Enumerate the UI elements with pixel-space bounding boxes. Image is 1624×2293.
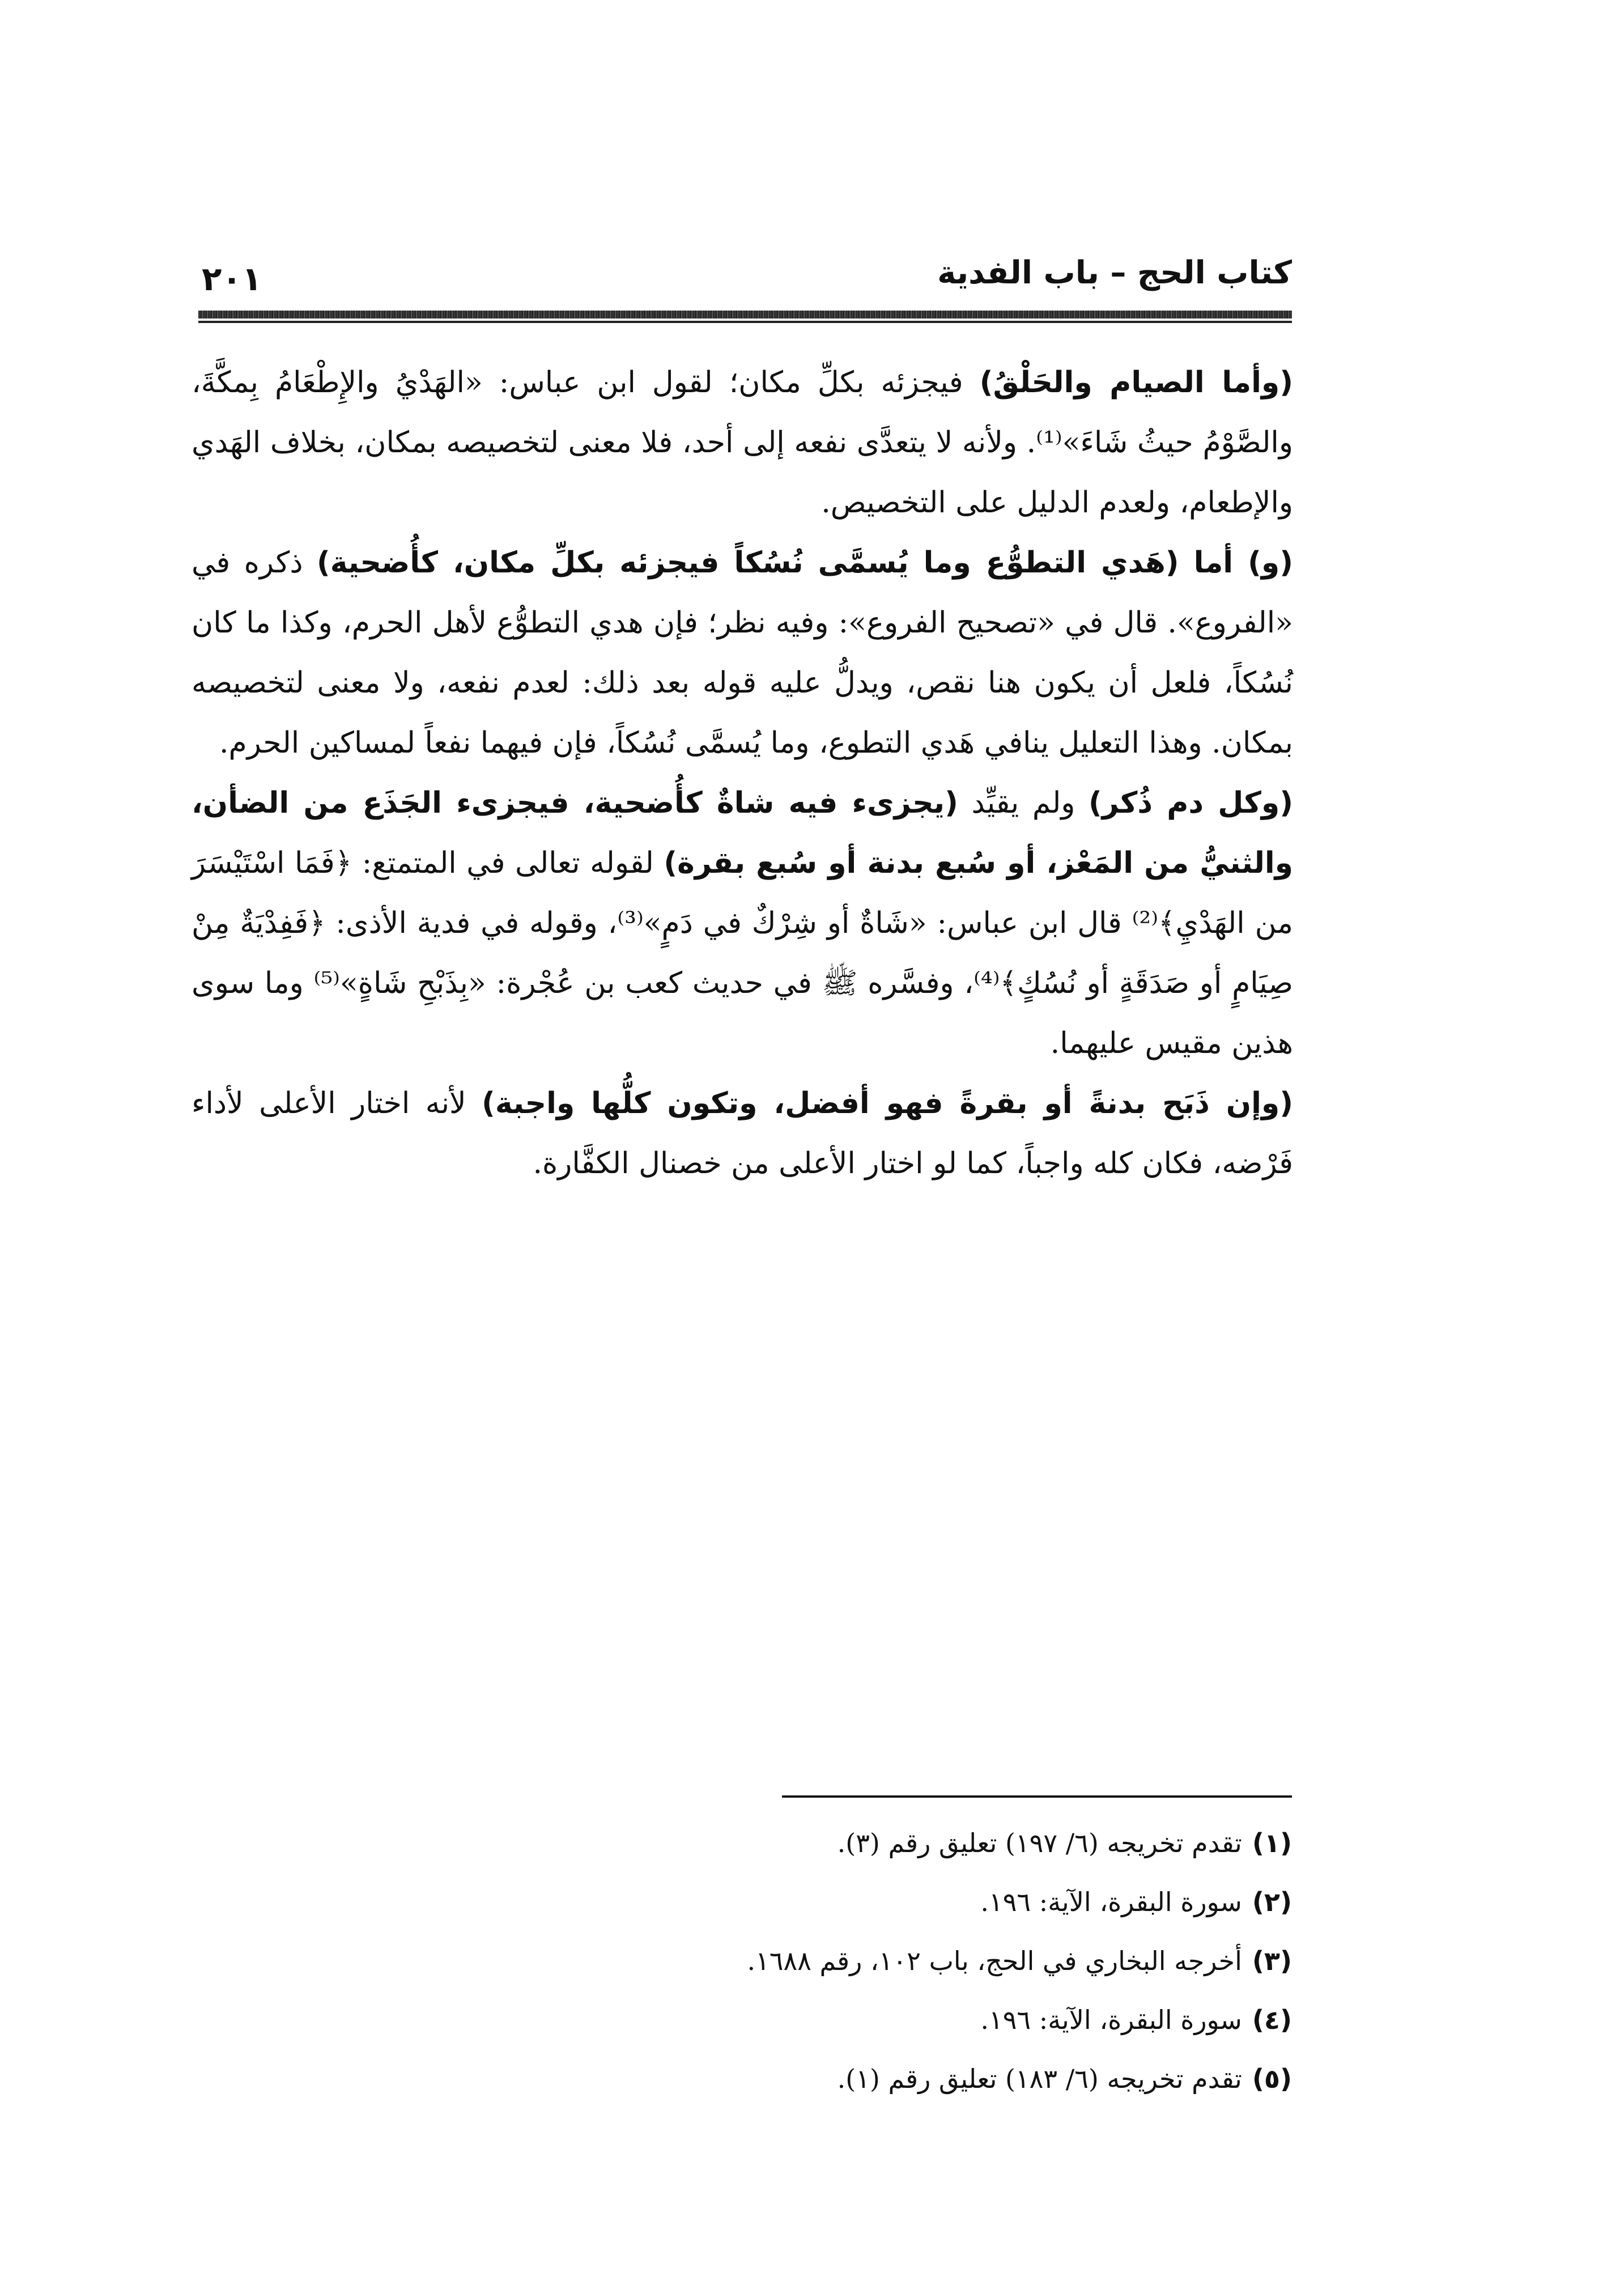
footnote-item: [442, 1872, 1292, 1931]
footnote-text: تقدم تخريجه (٦/ ١٨٣) تعليق رقم (١).: [837, 2063, 1242, 2094]
footnote-text: سورة البقرة، الآية: ١٩٦.: [980, 1887, 1242, 1917]
footnote-number: (٥): [1252, 2063, 1292, 2094]
paragraph-4: [192, 1073, 1293, 1194]
footnotes: [442, 1814, 1292, 2108]
footnote-number: (٤): [1252, 2005, 1292, 2035]
page-number: ٢٠١: [202, 260, 262, 298]
footnote-number: (٢): [1252, 1887, 1292, 1917]
matn-phrase: (وكل دم ذُكر): [1089, 786, 1293, 820]
commentary-text: ذكره في «الفروع». قال في «تصحيح الفروع»: وفيه نظر؛ فإن هدي التطوُّع لأهل الحرم، وكذا ما كان نُسُكاً، فلعل أن يكون هنا نقص، ويدلُّ عليه قوله بعد ذلك: لعدم نفعه، ولا معنى لتخصيصه بمكان. وهذا التعليل ينافي هَدي التطوع، وما يُسمَّى نُسُكاً، فإن فيهما نفعاً لمساكين الحرم.: [192, 546, 1293, 760]
footnote-number: (١): [1252, 1828, 1292, 1858]
footnote-separator: [782, 1795, 1292, 1798]
footnote-text: تقدم تخريجه (٦/ ١٩٧) تعليق رقم (٣).: [837, 1828, 1242, 1858]
footnote-item: [442, 1990, 1292, 2049]
matn-phrase: (وإن ذَبَح بدنةً أو بقرةً فهو أفضل، وتكون كلُّها واجبة): [482, 1086, 1294, 1120]
matn-phrase: (وأما الصيام والحَلْقُ): [979, 366, 1293, 400]
footnote-item: [442, 2049, 1292, 2108]
footnote-text: سورة البقرة، الآية: ١٩٦.: [980, 2005, 1242, 2035]
footnote-item: [442, 1814, 1292, 1872]
running-title: كتاب الحج – باب الفدية: [937, 254, 1292, 291]
matn-phrase: (يجزىء فيه شاةٌ كأُضحية، فيجزىء الجَذَع من الضأن، والثنيُّ من المَعْز، أو سُبع بدنة أو سُبع بقرة): [192, 786, 1293, 880]
header-rule-thin: [198, 321, 1292, 323]
footnote-number: (٣): [1252, 1946, 1292, 1976]
footnote-text: أخرجه البخاري في الحج، باب ١٠٢، رقم ١٦٨٨.: [747, 1946, 1242, 1976]
running-header: [198, 244, 1292, 306]
paragraph-3: [192, 773, 1293, 1073]
commentary-text: فيجزئه بكلِّ مكان؛ لقول ابن عباس: «الهَدْيُ والإِطْعَامُ بِمكَّةَ، والصَّوْمُ حيثُ شَاءَ»⁽¹⁾. ولأنه لا يتعدَّى نفعه إلى أحد، فلا معنى لتخصيصه بمكان، بخلاف الهَدي والإطعام، ولعدم الدليل على التخصيص.: [192, 366, 1293, 520]
footnote-item: [442, 1931, 1292, 1990]
commentary-text: ولم يقيِّد: [958, 786, 1089, 820]
commentary-text: لقوله تعالى في المتمتع: ﴿فَمَا اسْتَيْسَرَ من الهَدْيِ﴾⁽²⁾ قال ابن عباس: «شَاةٌ أو شِرْكٌ في دَمٍ»⁽³⁾، وقوله في فدية الأذى: ﴿فَفِدْيَةٌ مِنْ صِيَامٍ أو صَدَقَةٍ أو نُسُكٍ﴾⁽⁴⁾، وفسَّره ﷺ في حديث كعب بن عُجْرة: «بِذَبْحِ شَاةٍ»⁽⁵⁾ وما سوى هذين مقيس عليهما.: [192, 846, 1294, 1060]
header-rule-ornamental: [198, 311, 1292, 319]
paragraph-2: [192, 533, 1293, 773]
paragraph-1: [192, 353, 1293, 533]
main-text: [192, 353, 1293, 1194]
commentary-text: لأنه اختار الأعلى لأداء فَرْضه، فكان كله واجباً، كما لو اختار الأعلى من خصنال الكفَّارة.: [192, 1086, 1293, 1181]
matn-phrase: (و) أما (هَدي التطوُّع وما يُسمَّى نُسُكاً فيجزئه بكلِّ مكان، كأُضحية): [316, 546, 1293, 580]
